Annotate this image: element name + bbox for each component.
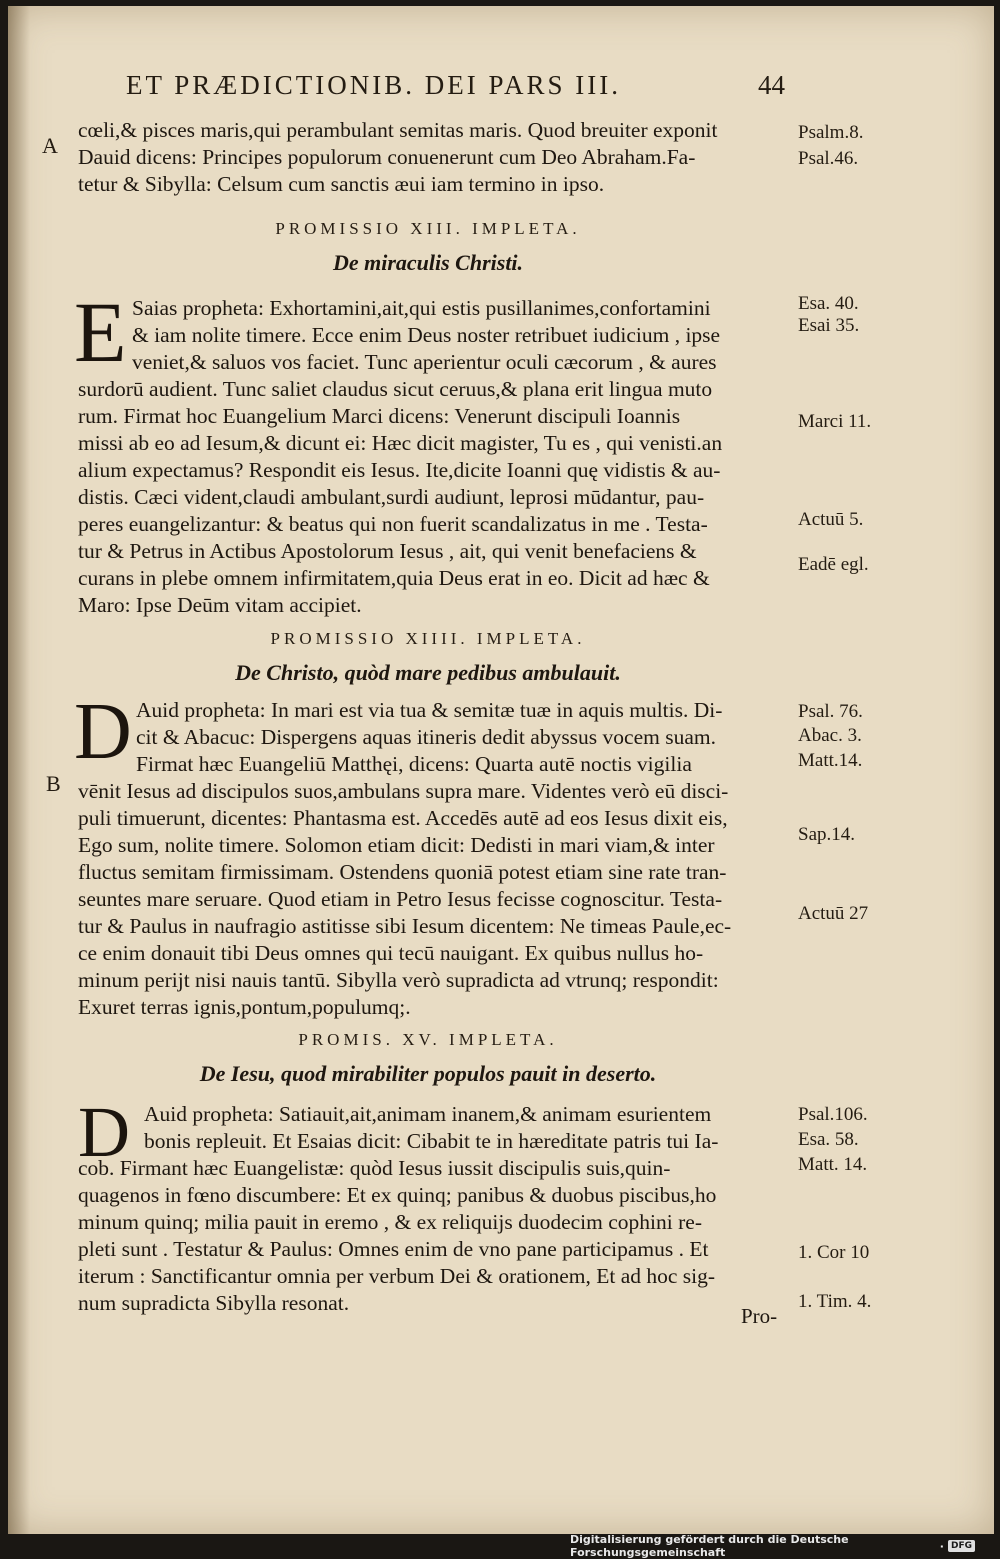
drop-cap: E	[74, 284, 127, 380]
text-line: minum perijt nisi nauis tantū. Sibylla verò supradicta ad vtrunq; respondit:	[78, 968, 719, 992]
text-line: cob. Firmant hæc Euangelistæ: quòd Iesus iussit discipulis suis,quin-	[78, 1156, 671, 1180]
text-line: alium expectamus? Respondit eis Iesus. Ite,dicite Ioanni quę vidistis & au-	[78, 458, 721, 482]
margin-note: Esa. 58.	[798, 1129, 859, 1150]
margin-note: Psal.46.	[798, 148, 859, 169]
margin-note: Psal. 76.	[798, 701, 863, 722]
text-line: & iam nolite timere. Ecce enim Deus noster retribuet iudicium , ipse	[132, 323, 721, 347]
text-line: iterum : Sanctificantur omnia per verbum Dei & orationem, Et ad hoc sig-	[78, 1264, 716, 1288]
text-line: Auid propheta: Satiauit,ait,animam inanem,& animam esurientem	[144, 1102, 712, 1126]
text-line: vēnit Iesus ad discipulos suos,ambulans supra mare. Videntes verò eū disci-	[78, 779, 729, 803]
text-line: tur & Petrus in Actibus Apostolorum Iesus , ait, qui venit benefaciens &	[78, 539, 697, 563]
text-line: missi ab eo ad Iesum,& dicunt ei: Hæc dicit magister, Tu es , qui venisti.an	[78, 431, 723, 455]
margin-note: Sap.14.	[798, 824, 855, 845]
section-heading: PROMIS. XV. IMPLETA.	[298, 1030, 558, 1049]
book-page	[8, 6, 994, 1534]
text-line: veniet,& saluos vos faciet. Tunc aperientur oculi cæcorum , & aures	[132, 350, 717, 374]
margin-note: 1. Cor 10	[798, 1242, 870, 1263]
text-line: bonis repleuit. Et Esaias dicit: Cibabit te in hæreditate patris tui Ia-	[144, 1129, 719, 1153]
text-line: pleti sunt . Testatur & Paulus: Omnes enim de vno pane participamus . Et	[78, 1237, 709, 1261]
text-line: ce enim donauit tibi Deus omnes qui tecū nauigant. Ex quibus nullus ho-	[78, 941, 704, 965]
margin-note: Psal.106.	[798, 1104, 868, 1125]
section-heading: PROMISSIO XIII. IMPLETA.	[275, 219, 581, 238]
text-line: tur & Paulus in naufragio astitisse sibi Iesum dicentem: Ne timeas Paule,ec-	[78, 914, 732, 938]
text-line: Ego sum, nolite timere. Solomon etiam dicit: Dedisti in mari viam,& inter	[78, 833, 715, 857]
margin-note: Matt. 14.	[798, 1154, 868, 1175]
digitization-footer	[570, 1533, 975, 1559]
margin-note: 1. Tim. 4.	[798, 1291, 872, 1312]
text-line: num supradicta Sibylla resonat.	[78, 1291, 350, 1315]
text-line: puli timuerunt, dicentes: Phantasma est. Accedēs autē ad eos Iesus dixit eis,	[78, 806, 728, 830]
margin-note: Actuū 5.	[798, 509, 864, 530]
footer-text: Digitalisierung gefördert durch die Deutsche Forschungsgemeinschaft	[570, 1533, 849, 1559]
text-line: Maro: Ipse Deūm vitam accipiet.	[78, 593, 362, 617]
margin-letter-a: A	[42, 133, 58, 158]
margin-note: Abac. 3.	[798, 725, 862, 746]
margin-note: Esa. 40.	[798, 293, 859, 314]
margin-note: Actuū 27	[798, 903, 869, 924]
drop-cap: D	[78, 1092, 130, 1172]
margin-note: Matt.14.	[798, 750, 863, 771]
catchword: Pro-	[741, 1304, 778, 1328]
text-line: Dauid dicens: Principes populorum conuenerunt cum Deo Abraham.Fa-	[78, 145, 696, 169]
text-line: rum. Firmat hoc Euangelium Marci dicens: Venerunt discipuli Ioannis	[78, 404, 681, 428]
margin-note: Marci 11.	[798, 411, 872, 432]
drop-cap: D	[74, 688, 132, 776]
margin-note: Eadē egl.	[798, 554, 869, 575]
running-header	[126, 70, 786, 101]
section-heading: PROMISSIO XIIII. IMPLETA.	[270, 629, 586, 648]
margin-note: Esai 35.	[798, 315, 860, 336]
text-line: tetur & Sibylla: Celsum cum sanctis æui iam termino in ipso.	[78, 172, 605, 196]
margin-letter-b: B	[46, 771, 61, 796]
text-line: cit & Abacuc: Dispergens aquas itineris dedit abyssus vocem suam.	[136, 725, 716, 749]
text-line: Auid propheta: In mari est via tua & semitæ tuæ in aquis multis. Di-	[136, 698, 723, 722]
section-subheading: De miraculis Christi.	[332, 250, 524, 275]
text-line: Saias propheta: Exhortamini,ait,qui estis pusillanimes,confortamini	[132, 296, 711, 320]
text-line: Firmat hæc Euangeliū Matthęi, dicens: Quarta autē noctis vigilia	[136, 752, 692, 776]
text-line: cœli,& pisces maris,qui perambulant semitas maris. Quod breuiter exponit	[78, 118, 718, 142]
footer-separator-icon: ·	[939, 1539, 944, 1553]
text-line: quagenos in fœno discumbere: Et ex quinq; panibus & duobus piscibus,ho	[78, 1183, 717, 1207]
page-number: 44	[758, 70, 785, 100]
text-line: surdorū audient. Tunc saliet claudus sicut ceruus,& plana erit lingua muto	[78, 377, 713, 401]
text-line: minum quinq; milia pauit in eremo , & ex reliquijs duodecim cophini re-	[78, 1210, 702, 1234]
section-subheading: De Christo, quòd mare pedibus ambulauit.	[235, 660, 621, 685]
text-line: peres euangelizantur: & beatus qui non fuerit scandalizatus in me . Testa-	[78, 512, 708, 536]
margin-note: Psalm.8.	[798, 122, 864, 143]
text-line: Exuret terras ignis,pontum,populumq;.	[78, 995, 411, 1019]
text-line: distis. Cæci vident,claudi ambulant,surdi audiunt, leprosi mūdantur, pau-	[78, 485, 705, 509]
dfg-logo: DFG	[948, 1540, 975, 1552]
section-subheading: De Iesu, quod mirabiliter populos pauit in deserto.	[199, 1061, 657, 1086]
text-line: seuntes mare seruare. Quod etiam in Petro Iesus fecisse cognoscitur. Testa-	[78, 887, 723, 911]
text-line: fluctus semitam firmissimam. Ostendens quoniā potest etiam sine rate tran-	[78, 860, 727, 884]
running-title: ET PRÆDICTIONIB. DEI PARS III.	[126, 70, 622, 100]
text-line: curans in plebe omnem infirmitatem,quia Deus erat in eo. Dicit ad hæc &	[78, 566, 710, 590]
